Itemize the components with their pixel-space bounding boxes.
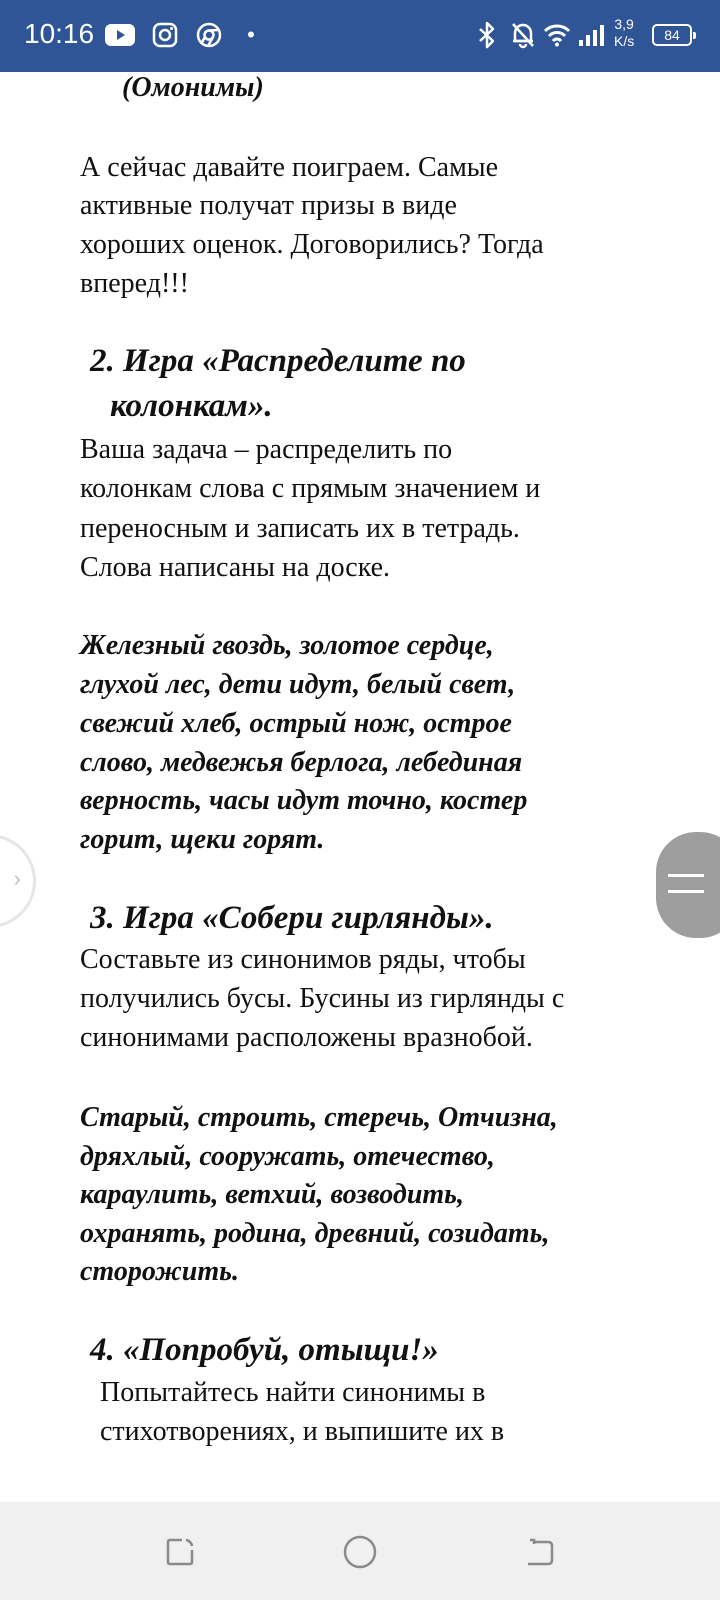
instagram-icon xyxy=(150,20,180,50)
text-line: охранять, родина, древний, созидать, xyxy=(80,1218,550,1249)
text-line: Ваша задача – распределить по xyxy=(80,434,453,465)
text-line: вперед!!! xyxy=(80,268,189,299)
text-line: Железный гвоздь, золотое сердце, xyxy=(80,630,494,661)
text-line: глухой лес, дети идут, белый свет, xyxy=(80,669,516,700)
section-heading: 3. Игра «Собери гирлянды». xyxy=(90,900,494,936)
navigation-bar xyxy=(0,1502,720,1600)
bell-muted-icon xyxy=(508,20,538,50)
text-line: стихотворениях, и выпишите их в xyxy=(100,1416,505,1447)
youtube-icon xyxy=(105,20,135,50)
text-line: Попытайтесь найти синонимы в xyxy=(100,1377,486,1408)
home-button[interactable] xyxy=(340,1532,380,1572)
text-line: свежий хлеб, острый нож, острое xyxy=(80,708,512,739)
status-bar xyxy=(0,0,720,72)
back-button[interactable] xyxy=(520,1532,560,1572)
section-heading: 4. «Попробуй, отыщи!» xyxy=(90,1332,439,1368)
text-line: Составьте из синонимов ряды, чтобы xyxy=(80,944,526,975)
text-line: хороших оценок. Договорились? Тогда xyxy=(80,229,544,260)
text-line: синонимами расположены вразнобой. xyxy=(80,1022,533,1053)
wifi-icon xyxy=(542,20,572,50)
battery-icon xyxy=(652,24,692,46)
section-heading: колонкам». xyxy=(110,388,273,424)
notification-dot-icon: • xyxy=(247,22,255,47)
bluetooth-icon xyxy=(472,20,502,50)
network-speed-value: 3,9 xyxy=(614,16,634,32)
network-speed xyxy=(614,16,634,50)
home-icon xyxy=(342,1534,378,1570)
text-line: сторожить. xyxy=(80,1256,239,1287)
signal-icon xyxy=(576,20,606,50)
document-content[interactable] xyxy=(0,72,720,1502)
section-heading: 2. Игра «Распределите по xyxy=(90,343,466,379)
text-line: горит, щеки горят. xyxy=(80,824,325,855)
text-line: верность, часы идут точно, костер xyxy=(80,785,528,816)
text-line: Слова написаны на доске. xyxy=(80,552,391,583)
back-icon xyxy=(524,1536,556,1568)
text-line: А сейчас давайте поиграем. Самые xyxy=(80,152,499,183)
battery-level: 84 xyxy=(664,27,680,43)
chrome-icon xyxy=(194,20,224,50)
recents-icon xyxy=(164,1536,196,1568)
text-line: колонкам слова с прямым значением и xyxy=(80,473,541,504)
fast-scroll-thumb[interactable] xyxy=(656,832,720,938)
text-line: переносным и записать их в тетрадь. xyxy=(80,513,520,544)
text-line: активные получат призы в виде xyxy=(80,190,457,221)
text-line: Старый, строить, стеречь, Отчизна, xyxy=(80,1102,558,1133)
text-line: слово, медвежья берлога, лебединая xyxy=(80,747,523,778)
status-time: 10:16 xyxy=(24,18,95,49)
text-line: (Омонимы) xyxy=(122,72,264,103)
text-line: караулить, ветхий, возводить, xyxy=(80,1179,464,1210)
network-speed-unit: K/s xyxy=(614,33,635,49)
chevron-right-icon: › xyxy=(13,866,21,891)
text-line: дряхлый, сооружать, отечество, xyxy=(80,1141,495,1172)
recents-button[interactable] xyxy=(160,1532,200,1572)
text-line: получились бусы. Бусины из гирлянды с xyxy=(80,983,565,1014)
